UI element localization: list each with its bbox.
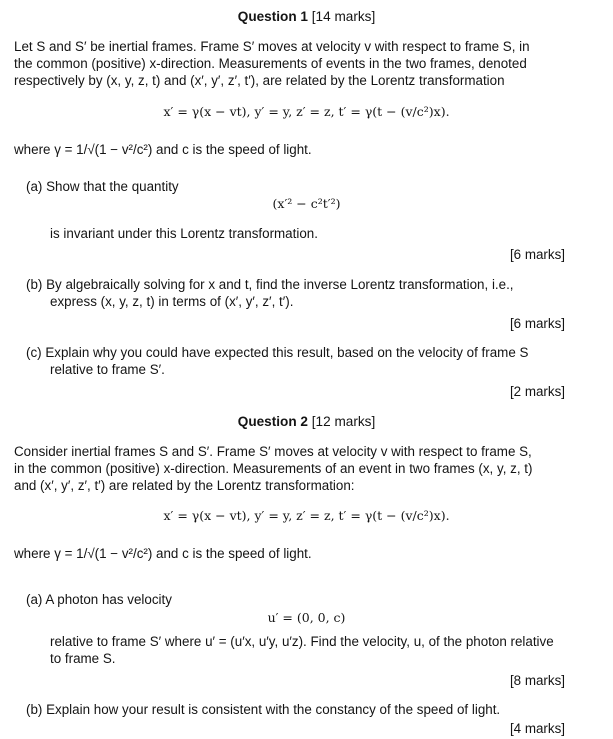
question-1-part-c-line-1: Explain why you could have expected this result, based on the velocity of frame S xyxy=(45,345,529,360)
question-1-heading xyxy=(0,8,613,25)
question-2-gamma-definition: where γ = 1/√(1 − v²/c²) and c is the speed of light. xyxy=(14,546,312,561)
question-2-part-a xyxy=(26,591,586,608)
question-1-part-b xyxy=(26,276,586,293)
question-2-intro-line-1: Consider inertial frames S and S′. Frame S′ moves at velocity v with respect to frame S, xyxy=(14,444,532,459)
question-2-part-a-line-1: relative to frame S′ where u′ = (u′x, u′y, u′z). Find the velocity, u, of the photon relative xyxy=(50,634,554,649)
question-2-title: Question 2 xyxy=(237,414,308,429)
question-1-transformation-equation: x′ = γ(x − vt), y′ = y, z′ = z, t′ = γ(t − (v/c²)x). xyxy=(163,104,450,119)
question-2-part-b-label: (b) xyxy=(26,702,43,717)
question-1-intro-line-1: Let S and S′ be inertial frames. Frame S′ moves at velocity v with respect to frame S, in xyxy=(14,39,530,54)
question-2-photon-velocity: u′ = (0, 0, c) xyxy=(267,610,346,625)
question-1-intro-line-3: respectively by (x, y, z, t) and (x′, y′, z′, t′), are related by the Lorentz transformation xyxy=(14,73,505,88)
question-1-title: Question 1 xyxy=(237,9,308,24)
question-1-invariant-quantity: (x′² − c²t′²) xyxy=(272,196,341,211)
question-2-marks: [12 marks] xyxy=(311,414,376,429)
question-2-transformation-equation: x′ = γ(x − vt), y′ = y, z′ = z, t′ = γ(t − (v/c²)x). xyxy=(163,508,450,523)
question-1-gamma-definition: where γ = 1/√(1 − v²/c²) and c is the speed of light. xyxy=(14,142,312,157)
question-2-part-a-label: (a) xyxy=(26,592,43,607)
question-1-part-c-marks: [2 marks] xyxy=(509,384,565,399)
question-1-part-a-text: Show that the quantity xyxy=(46,179,179,194)
question-2-heading xyxy=(0,413,613,430)
question-1-part-b-marks: [6 marks] xyxy=(509,316,565,331)
question-2-part-a-line-2: to frame S. xyxy=(50,651,116,666)
question-2-part-a-marks: [8 marks] xyxy=(509,673,565,688)
question-1-intro-line-2: the common (positive) x-direction. Measurements of events in the two frames, denoted xyxy=(14,56,527,71)
question-1-part-c xyxy=(26,344,586,361)
question-1-part-b-line-2: express (x, y, z, t) in terms of (x′, y′, z′, t′). xyxy=(50,294,294,309)
question-2-part-b-marks: [4 marks] xyxy=(509,721,565,736)
question-1-part-b-label: (b) xyxy=(26,277,43,292)
question-1-part-a xyxy=(26,178,586,195)
question-2-part-b-text: Explain how your result is consistent with the constancy of the speed of light. xyxy=(46,702,501,717)
question-1-part-a-label: (a) xyxy=(26,179,43,194)
question-1-part-a-after: is invariant under this Lorentz transformation. xyxy=(50,226,318,241)
question-2-intro-line-2: in the common (positive) x-direction. Measurements of an event in two frames (x, y, z, t) xyxy=(14,461,533,476)
question-2-intro-line-3: and (x′, y′, z′, t′) are related by the Lorentz transformation: xyxy=(14,478,355,493)
question-2-part-b xyxy=(26,701,586,718)
question-1-part-c-line-2: relative to frame S′. xyxy=(50,362,165,377)
question-1-part-b-line-1: By algebraically solving for x and t, find the inverse Lorentz transformation, i.e., xyxy=(46,277,514,292)
question-1-part-c-label: (c) xyxy=(26,345,42,360)
question-1-marks: [14 marks] xyxy=(311,9,376,24)
question-2-part-a-text: A photon has velocity xyxy=(45,592,172,607)
question-1-part-a-marks: [6 marks] xyxy=(509,247,565,262)
